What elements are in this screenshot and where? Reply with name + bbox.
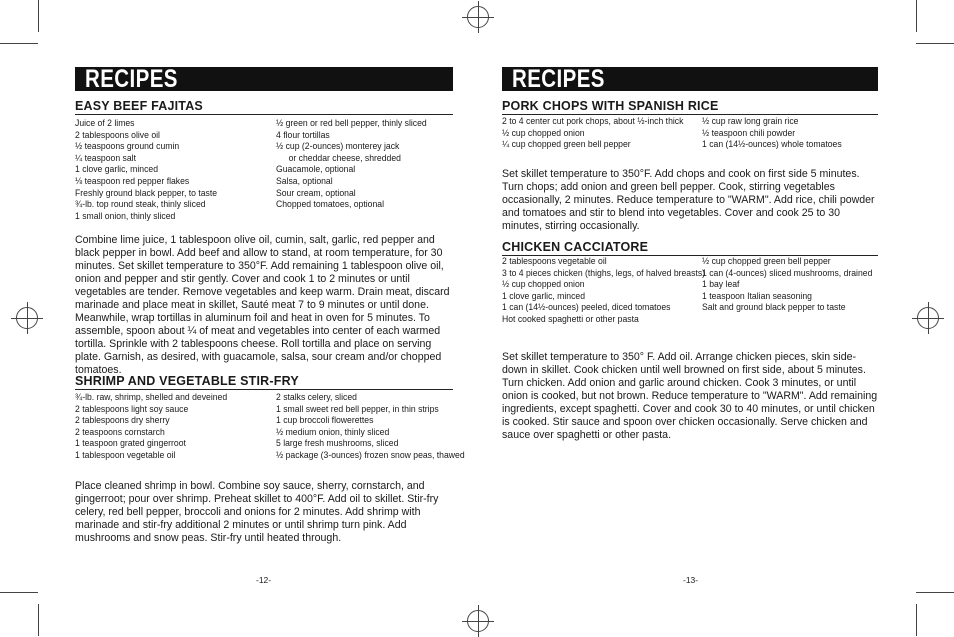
ingredient: 2 tablespoons light soy sauce: [75, 403, 189, 415]
ingredient: 1 cup broccoli flowerettes: [276, 415, 374, 427]
crop-mark: [916, 604, 917, 636]
ingredient: 3 to 4 pieces chicken (thighs, legs, of halved breasts): [502, 267, 706, 279]
ingredient: ½ teaspoons ground cumin: [75, 141, 180, 153]
ingredient: ¼ teaspoon salt: [75, 152, 136, 164]
ingredient: 1 can (4-ounces) sliced mushrooms, drained: [702, 267, 873, 279]
recipe-instructions: Combine lime juice, 1 tablespoon olive oil, cumin, salt, garlic, red pepper and black pepper in bowl. Add beef and allow to stand, at room temperature, for 30 minutes. Set skillet temperature to 350°F. Add remaining 1 tablespoon olive oil, onion and pepper and stir gently. Cover and cook 1 to 2 minutes or until vegetables are tender. Remove vegetables and keep warm. Drain meat, discard marinade and place meat in skillet, Sauté meat 7 to 9 minutes or until done. Meanwhile, wrap tortillas in aluminum foil and heat in oven for 5 minutes. To assemble, spoon about ¼ of meat and vegetables into center of each warmed tortilla. Sprinkle with 2 tablespoons cheese. Roll tortilla and place on serving plate. Garnish, as desired, with guacamole, salsa, sour cream and/or chopped tomatoes.: [75, 234, 450, 376]
recipe-instructions: Set skillet temperature to 350°F. Add chops and cook on first side 5 minutes. Turn chops; add onion and green bell pepper. Cook, stirring vegetables occasionally, 2 minutes. Reduce temperature to "WARM". Add rice, chili powder and tomatoes and stir to blend into vegetables. Cover and cook 25 to 30 minutes, stirring occasionally.: [502, 168, 875, 232]
ingredient: Chopped tomatoes, optional: [276, 199, 385, 211]
banner-title: RECIPES: [512, 65, 605, 93]
registration-mark: [16, 307, 38, 329]
ingredient: 2 tablespoons dry sherry: [75, 415, 170, 427]
ingredient: 1 clove garlic, minced: [75, 164, 159, 176]
page-banner: [75, 67, 453, 91]
ingredient: Salsa, optional: [276, 175, 333, 187]
recipe-chicken-cacciatore: [502, 240, 878, 442]
recipe-instructions: Place cleaned shrimp in bowl. Combine soy sauce, sherry, cornstarch, and gingerroot; pour over shrimp. Preheat skillet to 400°F. Add oil to skillet. Stir-fry celery, red bell pepper, broccoli and onions for 2 minutes. Add shrimp with marinade and stir-fry additional 2 minutes or until shrimp turn pink. Add mushrooms and snow peas. Stir-fry until heated through.: [75, 480, 439, 544]
ingredient-list: [75, 118, 453, 224]
recipe-title: SHRIMP AND VEGETABLE STIR-FRY: [75, 374, 299, 388]
ingredient: Salt and ground black pepper to taste: [702, 302, 846, 314]
recipe-title: PORK CHOPS WITH SPANISH RICE: [502, 99, 719, 113]
divider: [75, 389, 453, 390]
ingredient: ½ medium onion, thinly sliced: [276, 426, 390, 438]
ingredient: ½ cup chopped onion: [502, 279, 585, 291]
ingredient-column: [502, 256, 728, 326]
ingredient: or cheddar cheese, shredded: [288, 152, 401, 164]
ingredient: 4 flour tortillas: [276, 129, 330, 141]
crop-mark: [38, 604, 39, 636]
page-banner: [502, 67, 878, 91]
ingredient: 1 clove garlic, minced: [502, 290, 586, 302]
crop-mark: [38, 0, 39, 32]
ingredient: 1 tablespoon vegetable oil: [75, 449, 176, 461]
ingredient: ½ cup chopped onion: [502, 127, 585, 139]
ingredient: ¾-lb. raw, shrimp, shelled and deveined: [75, 392, 228, 403]
ingredient: 1 teaspoon grated gingerroot: [75, 438, 186, 450]
recipe-title: CHICKEN CACCIATORE: [502, 240, 649, 254]
recipe-shrimp-stir-fry: [75, 374, 465, 545]
registration-mark: [467, 610, 489, 632]
ingredient-column: [702, 256, 891, 314]
ingredient-column: [502, 116, 704, 151]
page-number: -13-: [683, 575, 699, 585]
ingredient: 2 teaspoons cornstarch: [75, 426, 165, 438]
registration-mark: [467, 6, 489, 28]
ingredient: 1 bay leaf: [702, 279, 740, 291]
ingredient: 5 large fresh mushrooms, sliced: [276, 438, 399, 450]
ingredient-list: [502, 116, 878, 152]
ingredient: Freshly ground black pepper, to taste: [75, 187, 218, 199]
ingredient: ¼ cup chopped green bell pepper: [502, 139, 631, 151]
ingredient: ½ cup (2-ounces) monterey jack: [276, 141, 400, 153]
ingredient-list: [502, 256, 878, 328]
ingredient: ½ teaspoon chili powder: [702, 127, 796, 139]
recipe-instructions: Set skillet temperature to 350° F. Add oil. Arrange chicken pieces, skin side-down in skillet. Cook chicken until well browned on first side, about 5 minutes. Turn chicken. Add onion and garlic around chicken. Cook 3 minutes, or until onion is cooked, but not brown. Reduce temperature to "WARM". Add remaining ingredients, except spaghetti. Cover and cook 30 to 40 minutes, or until chicken is cooked. Stir sauce and spoon over chicken occasionally. Serve chicken and sauce over spaghetti or other pasta.: [502, 351, 878, 441]
ingredient: 2 tablespoons vegetable oil: [502, 256, 607, 267]
divider: [75, 114, 453, 115]
ingredient-column: [75, 118, 233, 222]
ingredient: ½ cup raw long grain rice: [702, 116, 799, 127]
recipe-easy-beef-fajitas: [75, 99, 453, 377]
ingredient: 2 to 4 center cut pork chops, about ½-inch thick: [502, 116, 684, 127]
recipe-title: EASY BEEF FAJITAS: [75, 99, 203, 113]
ingredient: 1 can (14½-ounces) whole tomatoes: [702, 139, 842, 151]
ingredient: 1 can (14½-ounces) peeled, diced tomatoes: [502, 302, 671, 314]
ingredient-list: [75, 392, 465, 464]
ingredient: Sour cream, optional: [276, 187, 356, 199]
ingredient: Guacamole, optional: [276, 164, 356, 176]
divider: [502, 114, 878, 115]
banner-title: RECIPES: [85, 65, 178, 93]
ingredient: 2 stalks celery, sliced: [276, 392, 357, 403]
ingredient: 1 small sweet red bell pepper, in thin strips: [276, 403, 439, 415]
crop-mark: [0, 43, 38, 44]
ingredient-column: [276, 392, 486, 462]
ingredient: 1 small onion, thinly sliced: [75, 210, 176, 222]
crop-mark: [916, 0, 917, 32]
recipe-pork-chops-spanish-rice: [502, 99, 878, 233]
ingredient: Juice of 2 limes: [75, 118, 135, 129]
ingredient: ½ package (3-ounces) frozen snow peas, thawed: [276, 449, 465, 461]
crop-mark: [916, 43, 954, 44]
ingredient-column: [702, 116, 857, 151]
registration-mark: [917, 307, 939, 329]
ingredient: ½ green or red bell pepper, thinly sliced: [276, 118, 427, 129]
ingredient-column: [276, 118, 443, 211]
ingredient: ½ cup chopped green bell pepper: [702, 256, 831, 267]
crop-mark: [916, 592, 954, 593]
ingredient: Hot cooked spaghetti or other pasta: [502, 313, 639, 325]
page-number: -12-: [256, 575, 272, 585]
ingredient: ⅛ teaspoon red pepper flakes: [75, 175, 190, 187]
crop-mark: [0, 592, 38, 593]
ingredient-column: [75, 392, 244, 462]
ingredient: 2 tablespoons olive oil: [75, 129, 160, 141]
ingredient: ¾-lb. top round steak, thinly sliced: [75, 199, 206, 211]
ingredient: 1 teaspoon Italian seasoning: [702, 290, 812, 302]
